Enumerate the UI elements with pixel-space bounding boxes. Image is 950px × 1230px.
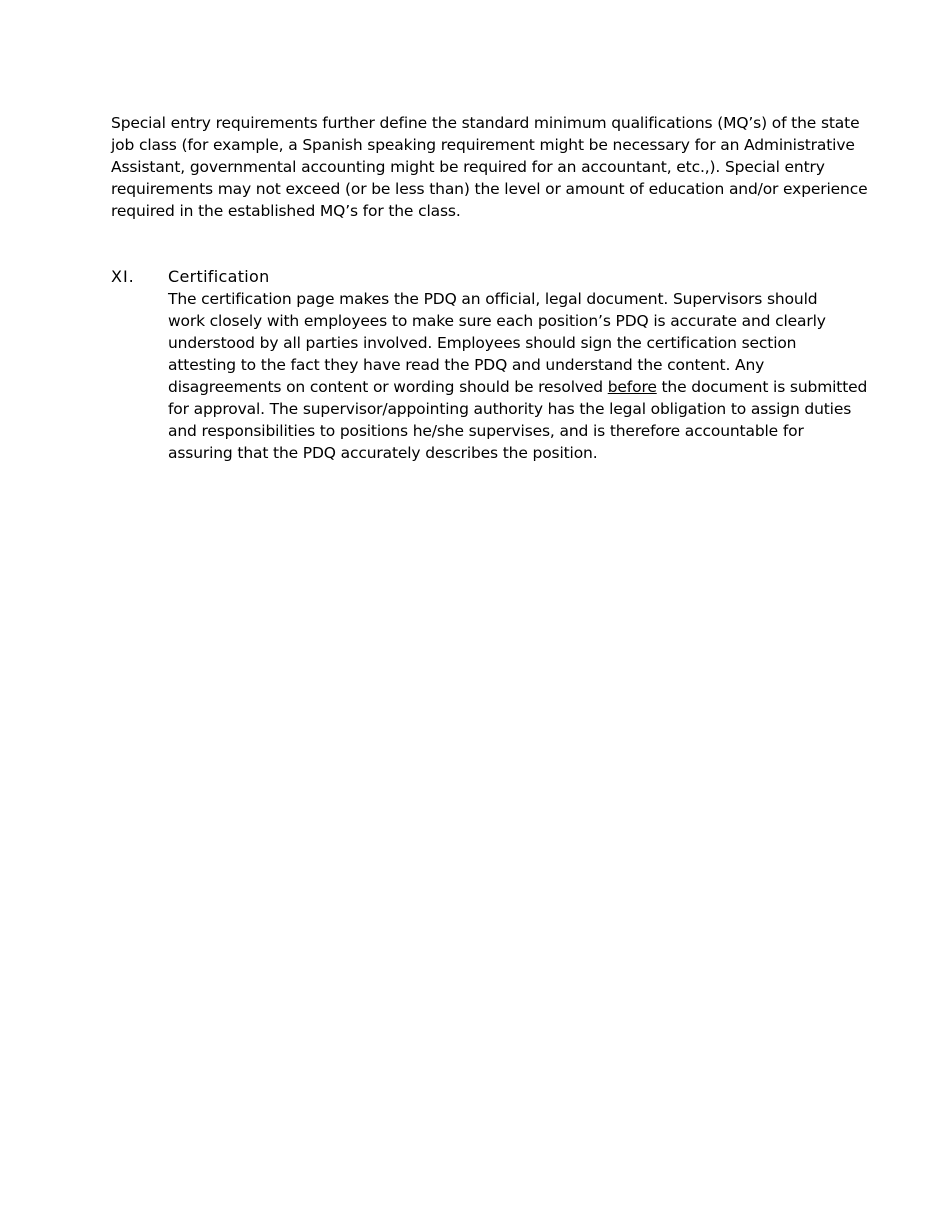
section-line: and responsibilities to positions he/she supervises, and is therefore accountable for (168, 422, 804, 440)
underlined-word: before (607, 378, 657, 396)
intro-line: required in the established MQ’s for the class. (111, 202, 461, 220)
intro-line: Assistant, governmental accounting might be required for an accountant, etc.,). Special entry (111, 158, 825, 176)
section-number: XI. (111, 267, 135, 286)
section-line-text: the document is submitted (656, 378, 868, 396)
section-line: understood by all parties involved. Employees should sign the certification section (168, 334, 797, 352)
section-line-text: disagreements on content or wording should be resolved (168, 378, 608, 396)
section-line: The certification page makes the PDQ an official, legal document. Supervisors should (168, 290, 818, 308)
intro-line: requirements may not exceed (or be less than) the level or amount of education and/or experience (111, 180, 868, 198)
section-line: attesting to the fact they have read the PDQ and understand the content. Any (168, 356, 765, 374)
section-line: for approval. The supervisor/appointing authority has the legal obligation to assign duties (168, 400, 852, 418)
section-body (168, 288, 868, 464)
intro-line: Special entry requirements further define the standard minimum qualifications (MQ’s) of the state (111, 114, 860, 132)
section-title: Certification (168, 267, 270, 286)
section-line-with-emphasis (168, 376, 868, 398)
intro-line: job class (for example, a Spanish speaking requirement might be necessary for an Administrative (111, 136, 855, 154)
section-line: work closely with employees to make sure each position’s PDQ is accurate and clearly (168, 312, 826, 330)
intro-paragraph (111, 112, 868, 222)
section-line: assuring that the PDQ accurately describes the position. (168, 444, 598, 462)
